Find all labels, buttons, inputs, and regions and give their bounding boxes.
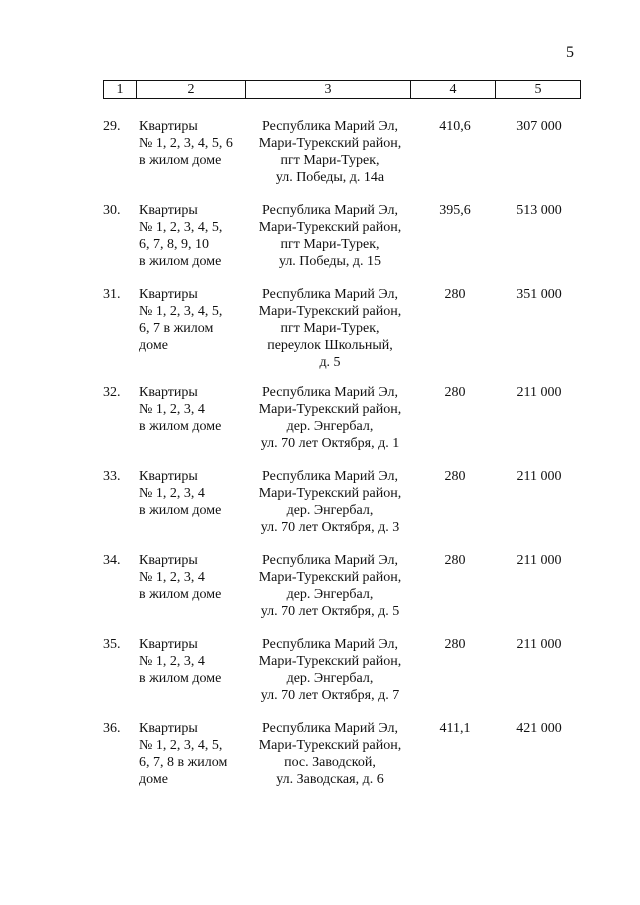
column-header-3: 3 xyxy=(246,81,411,99)
table-row xyxy=(0,286,640,384)
column-header-5: 5 xyxy=(496,81,581,99)
address-line: ул. Заводская, д. 6 xyxy=(276,772,384,787)
object-description xyxy=(139,384,247,435)
row-number: 36. xyxy=(103,721,121,736)
area-value: 280 xyxy=(444,385,466,400)
object-line: в жилом доме xyxy=(139,503,222,518)
object-line: в жилом доме xyxy=(139,587,222,602)
address-line: д. 5 xyxy=(319,355,341,370)
object-line: Квартиры xyxy=(139,553,198,568)
table-row xyxy=(0,552,640,636)
object-line: 6, 7, 8 в жилом xyxy=(139,755,228,770)
address-line: Мари-Турекский район, xyxy=(258,486,402,501)
object-line: доме xyxy=(139,772,168,787)
address-line: дер. Энгербал, xyxy=(286,671,374,686)
object-description xyxy=(139,468,247,519)
address-line: дер. Энгербал, xyxy=(286,503,374,518)
object-description xyxy=(139,118,247,169)
object-line: в жилом доме xyxy=(139,153,222,168)
address-line: дер. Энгербал, xyxy=(286,587,374,602)
object-line: в жилом доме xyxy=(139,254,222,269)
address-line: Мари-Турекский район, xyxy=(258,136,402,151)
address-line: Мари-Турекский район, xyxy=(258,304,402,319)
object-line: доме xyxy=(139,338,168,353)
column-header-row xyxy=(104,81,581,99)
address-line: Республика Марий Эл, xyxy=(262,119,398,134)
object-description xyxy=(139,720,247,788)
object-line: № 1, 2, 3, 4, 5, xyxy=(139,738,223,753)
object-line: в жилом доме xyxy=(139,419,222,434)
row-number: 35. xyxy=(103,637,121,652)
row-number: 34. xyxy=(103,553,121,568)
table-row xyxy=(0,720,640,804)
row-number: 33. xyxy=(103,469,121,484)
address-line: Мари-Турекский район, xyxy=(258,654,402,669)
price-value: 211 000 xyxy=(516,637,562,652)
object-line: Квартиры xyxy=(139,385,198,400)
table-row xyxy=(0,202,640,286)
object-line: 6, 7, 8, 9, 10 xyxy=(139,237,209,252)
row-number: 32. xyxy=(103,385,121,400)
price-value: 211 000 xyxy=(516,469,562,484)
area-value: 395,6 xyxy=(439,203,471,218)
column-header-table xyxy=(103,80,581,99)
object-description xyxy=(139,552,247,603)
object-line: № 1, 2, 3, 4 xyxy=(139,570,205,585)
address-line: переулок Школьный, xyxy=(267,338,393,353)
column-header-2: 2 xyxy=(137,81,246,99)
address-line: дер. Энгербал, xyxy=(286,419,374,434)
address-line: Республика Марий Эл, xyxy=(262,287,398,302)
table-row xyxy=(0,118,640,202)
object-line: № 1, 2, 3, 4, 5, 6 xyxy=(139,136,233,151)
object-line: Квартиры xyxy=(139,721,198,736)
price-value: 351 000 xyxy=(516,287,562,302)
object-description xyxy=(139,202,247,270)
address-line: Мари-Турекский район, xyxy=(258,402,402,417)
address-line: ул. 70 лет Октября, д. 7 xyxy=(260,688,400,703)
object-line: Квартиры xyxy=(139,469,198,484)
object-line: Квартиры xyxy=(139,637,198,652)
address xyxy=(248,636,412,704)
address-line: Мари-Турекский район, xyxy=(258,570,402,585)
address-line: пгт Мари-Турек, xyxy=(280,321,380,336)
address-line: Мари-Турекский район, xyxy=(258,738,402,753)
address xyxy=(248,468,412,536)
object-line: № 1, 2, 3, 4, 5, xyxy=(139,220,223,235)
price-value: 211 000 xyxy=(516,553,562,568)
area-value: 280 xyxy=(444,287,466,302)
object-line: № 1, 2, 3, 4 xyxy=(139,402,205,417)
address-line: Республика Марий Эл, xyxy=(262,553,398,568)
address xyxy=(248,202,412,270)
page-number: 5 xyxy=(566,44,574,61)
row-number: 29. xyxy=(103,119,121,134)
address-line: пос. Заводской, xyxy=(284,755,376,770)
area-value: 411,1 xyxy=(439,721,471,736)
address xyxy=(248,118,412,186)
address-line: ул. Победы, д. 15 xyxy=(278,254,382,269)
row-number: 31. xyxy=(103,287,121,302)
area-value: 280 xyxy=(444,469,466,484)
row-number: 30. xyxy=(103,203,121,218)
object-line: № 1, 2, 3, 4 xyxy=(139,486,205,501)
table-row xyxy=(0,384,640,468)
object-line: Квартиры xyxy=(139,287,198,302)
address-line: Республика Марий Эл, xyxy=(262,203,398,218)
address-line: ул. 70 лет Октября, д. 5 xyxy=(260,604,400,619)
price-value: 307 000 xyxy=(516,119,562,134)
object-line: № 1, 2, 3, 4 xyxy=(139,654,205,669)
address xyxy=(248,384,412,452)
address-line: ул. 70 лет Октября, д. 1 xyxy=(260,436,400,451)
address-line: Республика Марий Эл, xyxy=(262,385,398,400)
address-line: пгт Мари-Турек, xyxy=(280,153,380,168)
object-description xyxy=(139,286,247,354)
price-value: 421 000 xyxy=(516,721,562,736)
object-line: Квартиры xyxy=(139,119,198,134)
address xyxy=(248,286,412,371)
area-value: 280 xyxy=(444,637,466,652)
address xyxy=(248,552,412,620)
table-row xyxy=(0,468,640,552)
area-value: 280 xyxy=(444,553,466,568)
table-row xyxy=(0,636,640,720)
price-value: 211 000 xyxy=(516,385,562,400)
object-line: Квартиры xyxy=(139,203,198,218)
address-line: ул. Победы, д. 14а xyxy=(275,170,385,185)
column-header-4: 4 xyxy=(411,81,496,99)
address-line: Республика Марий Эл, xyxy=(262,469,398,484)
column-header-1: 1 xyxy=(104,81,137,99)
address-line: пгт Мари-Турек, xyxy=(280,237,380,252)
address-line: Республика Марий Эл, xyxy=(262,721,398,736)
object-line: № 1, 2, 3, 4, 5, xyxy=(139,304,223,319)
object-description xyxy=(139,636,247,687)
address-line: ул. 70 лет Октября, д. 3 xyxy=(260,520,400,535)
object-line: 6, 7 в жилом xyxy=(139,321,214,336)
address-line: Мари-Турекский район, xyxy=(258,220,402,235)
area-value: 410,6 xyxy=(439,119,471,134)
price-value: 513 000 xyxy=(516,203,562,218)
address-line: Республика Марий Эл, xyxy=(262,637,398,652)
address xyxy=(248,720,412,788)
object-line: в жилом доме xyxy=(139,671,222,686)
